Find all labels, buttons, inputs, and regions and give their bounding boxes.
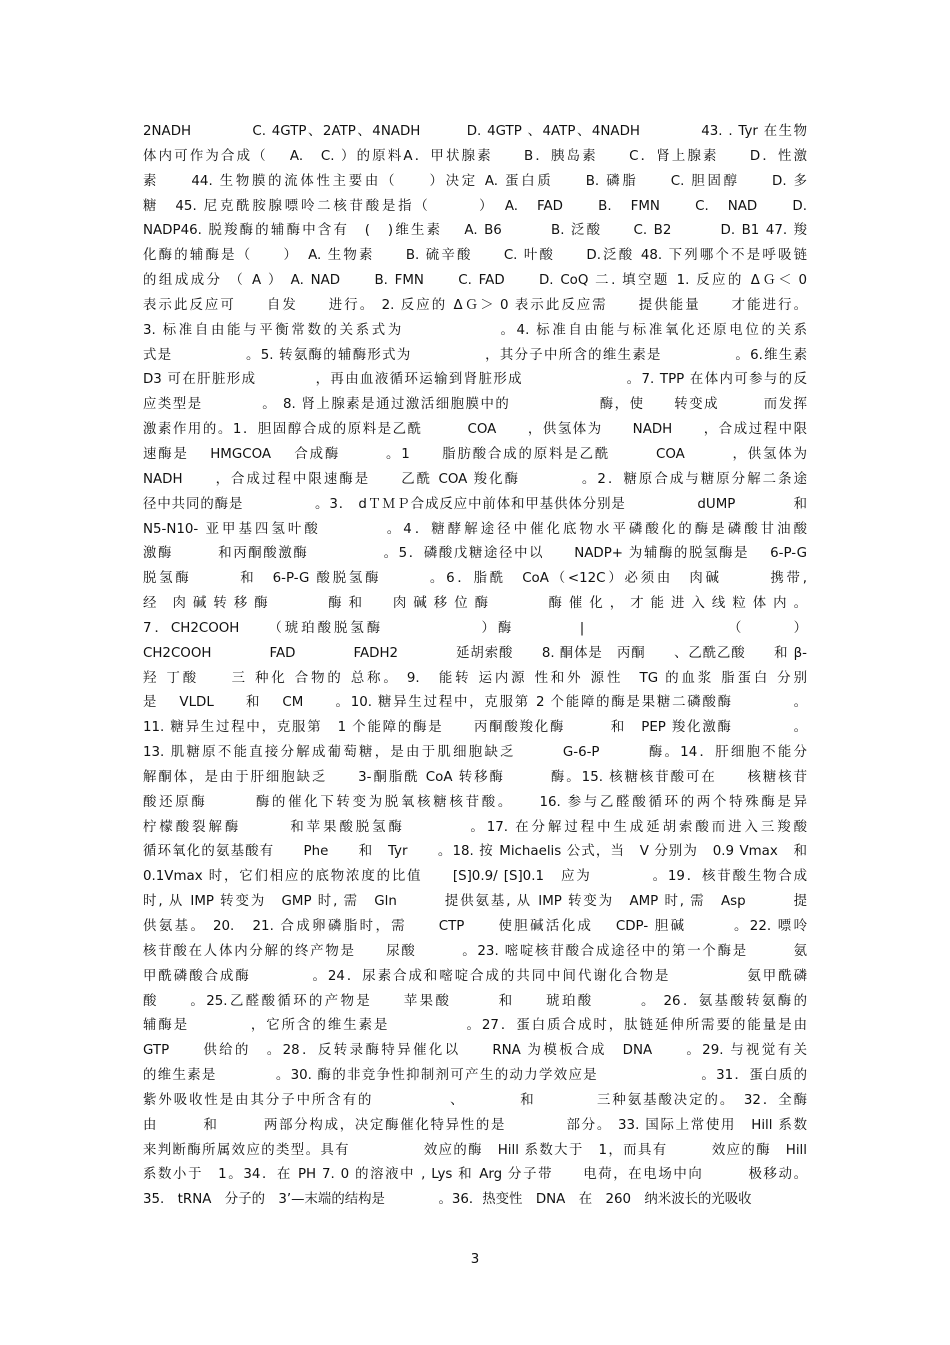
body-text: [143, 120, 807, 1213]
text-line: 核苷酸在人体内分解的终产物是 尿酸 。23. 嘧啶核苷酸合成途径中的第一个酶是 氨: [143, 943, 807, 959]
text-line: N5-N10- 亚甲基四氢叶酸 。4．糖酵解途径中催化底物水平磷酸化的酶是磷酸甘油酸: [143, 521, 807, 537]
text-line: 柠檬酸裂解酶 和苹果酸脱氢酶 。17. 在分解过程中生成延胡索酸而进入三羧酸: [143, 819, 807, 835]
text-line: 由 和 两部分构成，决定酶催化特异性的是 部分。 33. 国际上常使用 Hill 系数: [143, 1117, 807, 1133]
text-line: 0.1Vmax 时，它们相应的底物浓度的比值 [S]0.9/ [S]0.1 应为 。19．核苷酸生物合成: [143, 869, 807, 885]
text-line: 紫外吸收性是由其分子中所含有的 、 和 三种氨基酸决定的。 32．全酶: [143, 1092, 807, 1108]
text-line: 脱氢酶 和 6-P-G 酸脱氢酶 。6．脂酰 CoA（<12C）必须由 肉碱 携带,: [143, 571, 807, 587]
text-line: 2NADH C. 4GTP、2ATP、4NADH D. 4GTP 、4ATP、4NADH 43. . Tyr 在生物: [143, 124, 807, 139]
text-line: 羟 丁酸 三 种化 合物的 总称。 9. 能转 运内源 性和外 源性 TG 的血浆 脂蛋白 分别: [143, 670, 807, 686]
text-line: 径中共同的酶是 。3． dＴＭＰ合成反应中前体和甲基供体分别是 dUMP 和: [143, 496, 807, 512]
text-line: 式是 。5. 转氨酶的辅酶形式为 ，其分子中所含的维生素是 。6.维生素: [143, 347, 807, 363]
text-line: 13. 肌糖原不能直接分解成葡萄糖，是由于肌细胞缺乏 G-6-P 酶。14．肝细胞不能分: [143, 745, 807, 761]
text-line: 7．CH2COOH （琥珀酸脱氢酶 ）酶 | （ ）: [143, 620, 807, 636]
text-line: 3. 标准自由能与平衡常数的关系式为 。4. 标准自由能与标准氧化还原电位的关系: [143, 322, 807, 338]
text-line: 酸 。25.乙醛酸循环的产物是 苹果酸 和 琥珀酸 。 26．氨基酸转氨酶的: [143, 993, 807, 1009]
text-line: 应类型是 。 8. 肾上腺素是通过激活细胞膜中的 酶，使 转变成 而发挥: [143, 397, 807, 413]
text-line: 系数小于 1。34．在 PH 7. 0 的溶液中 , Lys 和 Arg 分子带 电荷，在电场中向 极移动。: [143, 1167, 807, 1183]
text-line: 解酮体，是由于肝细胞缺乏 3-酮脂酰 CoA 转移酶 酶。15. 核糖核苷酸可在 核糖核苷: [143, 769, 807, 785]
text-line: 是 VLDL 和 CM 。10. 糖异生过程中，克服第 2 个能障的酶是果糖二磷酸酶 。: [143, 695, 807, 711]
text-line: 酸还原酶 酶的催化下转变为脱氧核糖核苷酸。 16. 参与乙醛酸循环的两个特殊酶是异: [143, 794, 807, 810]
text-line: 激酶 和丙酮酸激酶 。5．磷酸戊糖途径中以 NADP+ 为辅酶的脱氢酶是 6-P-G: [143, 546, 807, 562]
text-line: 糖 45. 尼克酰胺腺嘌呤二核苷酸是指（ ） A. FAD B. FMN C. NAD D.: [143, 198, 807, 214]
text-line: 35. tRNA 分子的 3’—末端的结构是 。36．热变性 DNA 在 260 纳米波长的光吸收: [143, 1192, 752, 1208]
text-line: D3 可在肝脏形成 ，再由血液循环运输到肾脏形成 。7. TPP 在体内可参与的反: [143, 372, 807, 388]
text-line: NADH ，合成过程中限速酶是 乙酰 COA 羧化酶 。2．糖原合成与糖原分解二条途: [143, 471, 807, 487]
text-line: 的组成成分 （ A ） A. NAD B. FMN C. FAD D. CoQ 二. 填空题 1. 反应的 ΔＧ＜ 0: [143, 273, 807, 289]
text-line: 表示此反应可 自发 进行。 2. 反应的 ΔＧ＞ 0 表示此反应需 提供能量 才能进行。: [143, 297, 807, 313]
text-line: 经 肉 碱 转 移 酶 酶 和 肉 碱 移 位 酶 酶 催 化 ， 才 能 进 入 线 粒 体 内 。: [143, 596, 807, 612]
page-number: 3: [470, 1252, 480, 1267]
text-line: 来判断酶所属效应的类型。具有 效应的酶 Hill 系数大于 1，而具有 效应的酶 Hill: [143, 1142, 807, 1158]
text-line: 循环氧化的氨基酸有 Phe 和 Tyr 。18. 按 Michaelis 公式，当 V 分别为 0.9 Vmax 和: [143, 844, 807, 860]
text-line: 辅酶是 ，它所含的维生素是 。27．蛋白质合成时，肽链延伸所需要的能量是由: [143, 1018, 807, 1034]
text-line: GTP 供给的 。28．反转录酶特异催化以 RNA 为模板合成 DNA 。29. 与视觉有关: [143, 1043, 807, 1059]
text-line: 体内可作为合成（ A. C. ）的原料A．甲状腺素 B．胰岛素 C．肾上腺素 D．性激: [143, 148, 807, 164]
text-line: NADP46. 脱羧酶的辅酶中含有 ( )维生素 A. B6 B. 泛酸 C. B2 D. B1 47. 羧: [143, 223, 807, 239]
text-line: 化酶的辅酶是（ ） A. 生物素 B. 硫辛酸 C. 叶酸 D.泛酸 48. 下列哪个不是呼吸链: [143, 248, 807, 264]
text-line: CH2COOH FAD FADH2 延胡索酸 8. 酮体是 丙酮 、乙酰乙酸 和 β-: [143, 645, 807, 661]
text-line: 的维生素是 。30. 酶的非竞争性抑制剂可产生的动力学效应是 。31．蛋白质的: [143, 1068, 807, 1084]
text-line: 时, 从 IMP 转变为 GMP 时, 需 Gln 提供氨基, 从 IMP 转变为 AMP 时, 需 Asp 提: [143, 894, 807, 910]
text-line: 供氨基。 20. 21. 合成卵磷脂时，需 CTP 使胆碱活化成 CDP- 胆碱 。22. 嘌呤: [143, 919, 807, 934]
text-line: 素 44. 生物膜的流体性主要由（ ）决定 A. 蛋白质 B. 磷脂 C. 胆固醇 D. 多: [143, 173, 807, 189]
text-line: 激素作用的。1．胆固醇合成的原料是乙酰 COA ，供氢体为 NADH ，合成过程中限: [143, 422, 807, 438]
text-line: 速酶是 HMGCOA 合成酶 。1 脂肪酸合成的原料是乙酰 COA ，供氢体为: [143, 446, 807, 462]
text-line: 11. 糖异生过程中，克服第 1 个能障的酶是 丙酮酸羧化酶 和 PEP 羧化激酶 。: [143, 720, 807, 736]
text-line: 甲酰磷酸合成酶 。24．尿素合成和嘧啶合成的共同中间代谢化合物是 氨甲酰磷: [143, 968, 807, 984]
